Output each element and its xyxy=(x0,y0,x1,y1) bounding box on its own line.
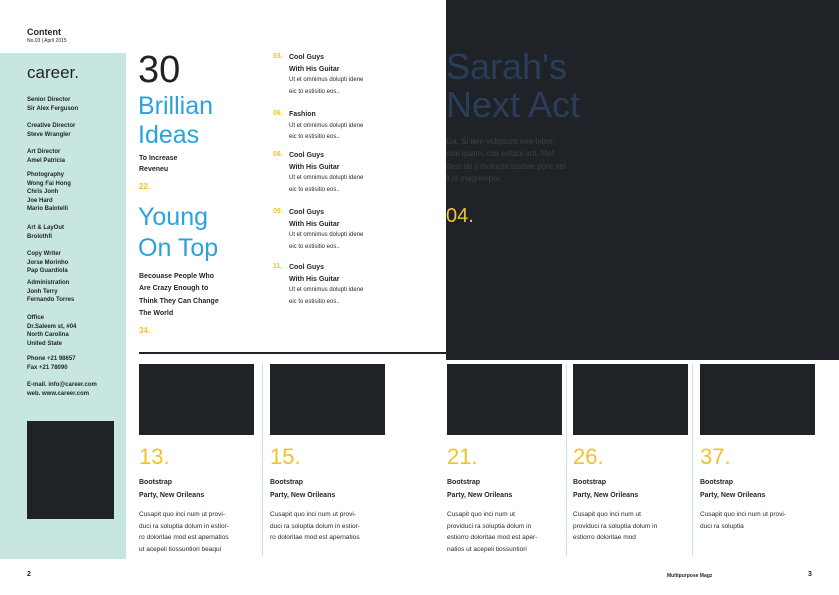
story-title: Bootstrap Party, New Orileans xyxy=(700,479,766,499)
page-number-right: 3 xyxy=(808,571,812,578)
contents-title: Cool Guys With His Guitar xyxy=(289,264,340,283)
contents-page-number: 11. xyxy=(273,263,283,270)
credit-role: Administration xyxy=(27,280,70,286)
credit-names: Wong Fai Hong Chris Jonh Joe Hard Mario Balotelli xyxy=(27,180,71,213)
card-divider xyxy=(692,364,693,556)
credit-names: Fax +21 78090 xyxy=(27,364,68,371)
credit-role: E-mail. info@career.com xyxy=(27,382,97,388)
story-excerpt: Cusapit quo inci num ut providuci ra soluptia dolum in estiorro doloritae mod xyxy=(573,511,658,541)
story-page-number: 26. xyxy=(573,444,604,469)
feature-page-number: 04. xyxy=(446,205,474,227)
contents-excerpt: Ut et omnimus dolupti idene eic to estisitio eos.. xyxy=(289,232,364,250)
contents-page-number: 08. xyxy=(273,151,283,158)
story-excerpt: Cusapit quo inci num ut providuci ra soluptia dolum in estiorro doloritae mod est aper- natios ut acepeli tiossuntiori xyxy=(447,511,538,553)
credit-group xyxy=(27,171,71,214)
magazine-name: Multipurpose Magz xyxy=(667,573,713,579)
issue-label: No.03 | April 2015 xyxy=(27,38,67,44)
credit-names: Dr.Saleem st, #04 North Carolina United State xyxy=(27,323,77,347)
credit-role: Art & LayOut xyxy=(27,225,65,231)
contents-title: Cool Guys With His Guitar xyxy=(289,209,340,228)
card-divider xyxy=(566,364,567,556)
contents-page-number: 03. xyxy=(273,53,283,60)
contents-title: Cool Guys With His Guitar xyxy=(289,152,340,171)
contents-excerpt: Ut et omnimus dolupti idene eic to estisitio eos.. xyxy=(289,77,364,95)
credit-group xyxy=(27,148,65,165)
credit-role: Art Director xyxy=(27,149,61,155)
story-image xyxy=(573,364,688,435)
second-subhead: Becouase People Who Are Crazy Enough to Think They Can Change The World xyxy=(139,273,219,318)
credit-group xyxy=(27,122,75,139)
contents-title: Cool Guys With His Guitar xyxy=(289,54,340,73)
contents-page-number: 09. xyxy=(273,208,283,215)
story-excerpt: Cusapit quo inci num ut provi- duci ra soluptia dolum in estior- ro doloritae mod est apernatios xyxy=(270,511,360,541)
story-image xyxy=(139,364,254,435)
credit-role: Office xyxy=(27,315,45,321)
lead-subhead: To Increase Reveneu xyxy=(139,155,178,173)
story-title: Bootstrap Party, New Orileans xyxy=(447,479,513,499)
contents-excerpt: Ut et omnimus dolupti idene eic to estisitio eos.. xyxy=(289,287,364,305)
section-title: Content xyxy=(27,27,61,37)
credit-names: Jorse Morinho Pap Guardiola xyxy=(27,259,69,275)
story-image xyxy=(270,364,385,435)
credit-role: Phone +21 98657 xyxy=(27,356,76,362)
sidebar-image xyxy=(27,421,114,519)
contents-excerpt: Ut et omnimus dolupti idene eic to estisitio eos.. xyxy=(289,175,364,193)
lead-headline: Brillian Ideas xyxy=(138,92,214,149)
lead-page-number: 22. xyxy=(139,182,151,191)
story-excerpt: Cusapit quo inci num ut provi- duci ra soluptia dolum in estior- ro doloritae mod est apernatios ut acepeli tiossuntiori beaqui xyxy=(139,511,229,553)
story-title: Bootstrap Party, New Orileans xyxy=(270,479,336,499)
credit-names: Jonh Terry Fernando Torres xyxy=(27,288,75,304)
credit-role: Photography xyxy=(27,172,64,178)
credit-group xyxy=(27,314,76,348)
credit-role: Copy Writer xyxy=(27,251,61,257)
story-image xyxy=(447,364,562,435)
contents-excerpt: Ut et omnimus dolupti idene eic to estisitio eos.. xyxy=(289,122,364,140)
credit-group xyxy=(27,381,97,398)
second-headline: Young On Top xyxy=(138,203,219,262)
credit-group xyxy=(27,250,68,276)
lead-number: 30 xyxy=(138,49,181,91)
credit-group xyxy=(27,96,78,113)
story-excerpt: Cusapit quo inci num ut provi- duci ra soluptia xyxy=(700,511,786,530)
second-page-number: 34. xyxy=(139,326,151,335)
credit-group xyxy=(27,279,74,305)
card-divider xyxy=(262,364,263,556)
credit-role: Creative Director xyxy=(27,123,76,129)
credit-names: Brolothfi xyxy=(27,233,52,240)
contents-title: Fashion xyxy=(289,111,316,118)
credit-group xyxy=(27,355,76,372)
feature-title: Sarah's Next Act xyxy=(446,46,581,125)
credit-names: web. www.career.com xyxy=(27,390,90,397)
story-page-number: 13. xyxy=(139,444,170,469)
credit-names: Amel Patricia xyxy=(27,157,66,164)
credit-names: Steve Wrangler xyxy=(27,131,71,138)
magazine-logo: career. xyxy=(27,63,79,82)
credit-group xyxy=(27,224,64,241)
story-title: Bootstrap Party, New Orileans xyxy=(139,479,205,499)
story-page-number: 37. xyxy=(700,444,731,469)
contents-page-number: 06. xyxy=(273,110,283,117)
page-number-left: 2 xyxy=(27,571,31,578)
credit-role: Senior Director xyxy=(27,97,71,103)
masthead-sidebar xyxy=(0,53,126,559)
story-page-number: 15. xyxy=(270,444,301,469)
story-title: Bootstrap Party, New Orileans xyxy=(573,479,639,499)
story-image xyxy=(700,364,815,435)
credit-names: Sir Alex Ferguson xyxy=(27,105,79,112)
story-page-number: 21. xyxy=(447,444,478,469)
divider-rule xyxy=(139,352,446,354)
feature-body: Ga. Si tem vidipsunt ene labor- rum quam, cus eatqui unt. Met dest ab il molupta tusdae pore vel il id magnimpor. xyxy=(446,137,566,184)
